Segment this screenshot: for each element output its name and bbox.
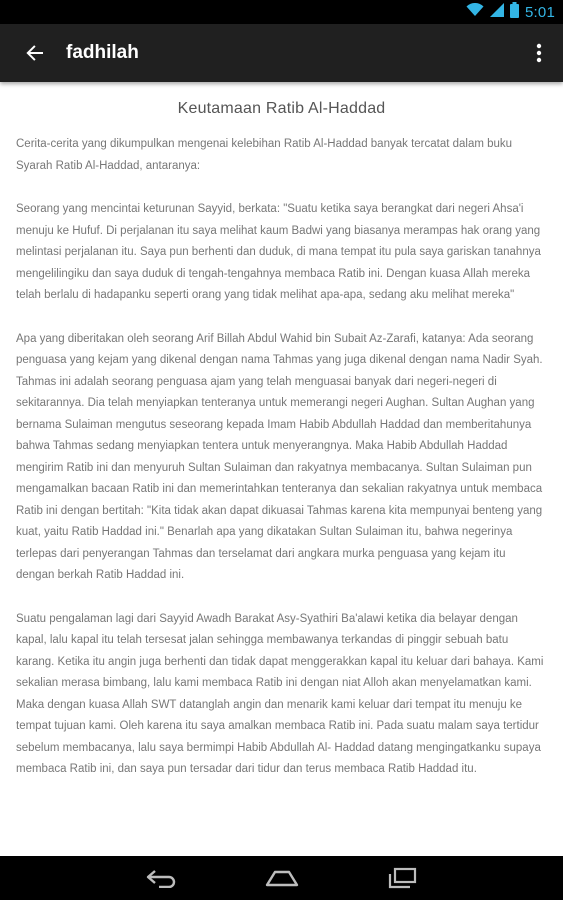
article-paragraph: Suatu pengalaman lagi dari Sayyid Awadh Barakat Asy-Syathiri Ba'alawi ketika dia belayar dengan kapal, lalu kapal itu telah tersesat jalan sehingga membawanya terkandas di pinggir sebuah batu karang. Ketika itu angin juga berhenti dan tidak dapat menggerakkan kapal itu keluar dari bahaya. Kami sekalian merasa bimbang, lalu kami membaca Ratib ini dengan niat Alloh akan menyelamatkan kami. Maka dengan kuasa Allah SWT datanglah angin dan menarik kami keluar dari tempat itu menuju ke tempat tujuan kami. Oleh karena itu saya amalkan membaca Ratib ini. Pada suatu malam saya tertidur sebelum membacanya, lalu saya bermimpi Habib Abdullah Al- Haddad datang mengingatkanku supaya membaca Ratib ini, dan saya pun tersadar dari tidur dan terus membaca Ratib Haddad itu. [16, 612, 544, 775]
nav-home-icon [264, 868, 300, 888]
nav-home-button[interactable] [252, 856, 312, 900]
status-bar [0, 0, 563, 24]
overflow-menu-button[interactable] [529, 38, 549, 68]
article [0, 82, 563, 781]
article-paragraph: Seorang yang mencintai keturunan Sayyid, berkata: "Suatu ketika saya berangkat dari negeri Ahsa'i menuju ke Hufuf. Di perjalanan itu saya melihat kaum Badwi yang biasanya merampas hak orang yang melintasi perjalanan itu. Saya pun berhenti dan duduk, di mana tempat itu pula saya gariskan tanahnya mengelilingiku dan saya duduk di tengah-tengahnya membaca Ratib ini. Dengan kuasa Allah mereka telah berlalu di hadapanku seperti orang yang tidak melihat apa-apa, sedang aku melihat mereka" [16, 203, 541, 301]
app-title: fadhilah [66, 42, 139, 63]
article-title: Keutamaan Ratib Al-Haddad [177, 100, 386, 117]
overflow-menu-icon [536, 43, 542, 63]
arrow-back-icon [25, 43, 45, 63]
app-bar [0, 24, 563, 82]
signal-icon [490, 3, 504, 22]
nav-recents-icon [386, 867, 418, 889]
wifi-icon [466, 3, 484, 22]
nav-recents-button[interactable] [372, 856, 432, 900]
navigation-bar [0, 856, 563, 900]
nav-back-icon [145, 868, 179, 888]
content-scroll-area[interactable] [0, 82, 563, 856]
status-clock: 5:01 [525, 3, 555, 21]
status-icons [466, 0, 555, 24]
battery-icon [510, 2, 519, 23]
article-paragraph: Cerita-cerita yang dikumpulkan mengenai kelebihan Ratib Al-Haddad banyak tercatat dalam buku Syarah Ratib Al-Haddad, antaranya: [16, 138, 513, 172]
nav-back-button[interactable] [132, 856, 192, 900]
back-button[interactable] [20, 38, 50, 68]
article-paragraph: Apa yang diberitakan oleh seorang Arif Billah Abdul Wahid bin Subait Az-Zarafi, katanya: Ada seorang penguasa yang kejam yang dikenal dengan nama Tahmas yang juga dikenal dengan nama Nadir Syah. Tahmas ini adalah seorang penguasa ajam yang telah menguasai banyak dari negeri-negeri di sekitarannya. Dia telah menyiapkan tenteranya untuk memerangi negeri Aughan. Sultan Aughan yang bernama Sulaiman mengutus seseorang kepada Imam Habib Abdullah Haddad dan memberitahunya bahwa Tahmas sedang menyiapkan tentera untuk menyerangnya. Maka Habib Abdullah Haddad mengirim Ratib ini dan menyuruh Sultan Sulaiman dan rakyatnya membacanya. Sultan Sulaiman pun mengamalkan bacaan Ratib ini dan memerintahkan tenteranya dan sekalian rakyatnya untuk membaca Ratib ini dengan bertitah: "Kita tidak akan dapat dikuasai Tahmas karena kita mempunyai benteng yang kuat, yaitu Ratib Haddad ini." Benarlah apa yang dikatakan Sultan Sulaiman itu, bahwa negerinya terlepas dari penyerangan Tahmas dan terselamat dari angkara murka penguasa yang kejam itu dengan berkah Ratib Haddad ini. [16, 332, 543, 581]
